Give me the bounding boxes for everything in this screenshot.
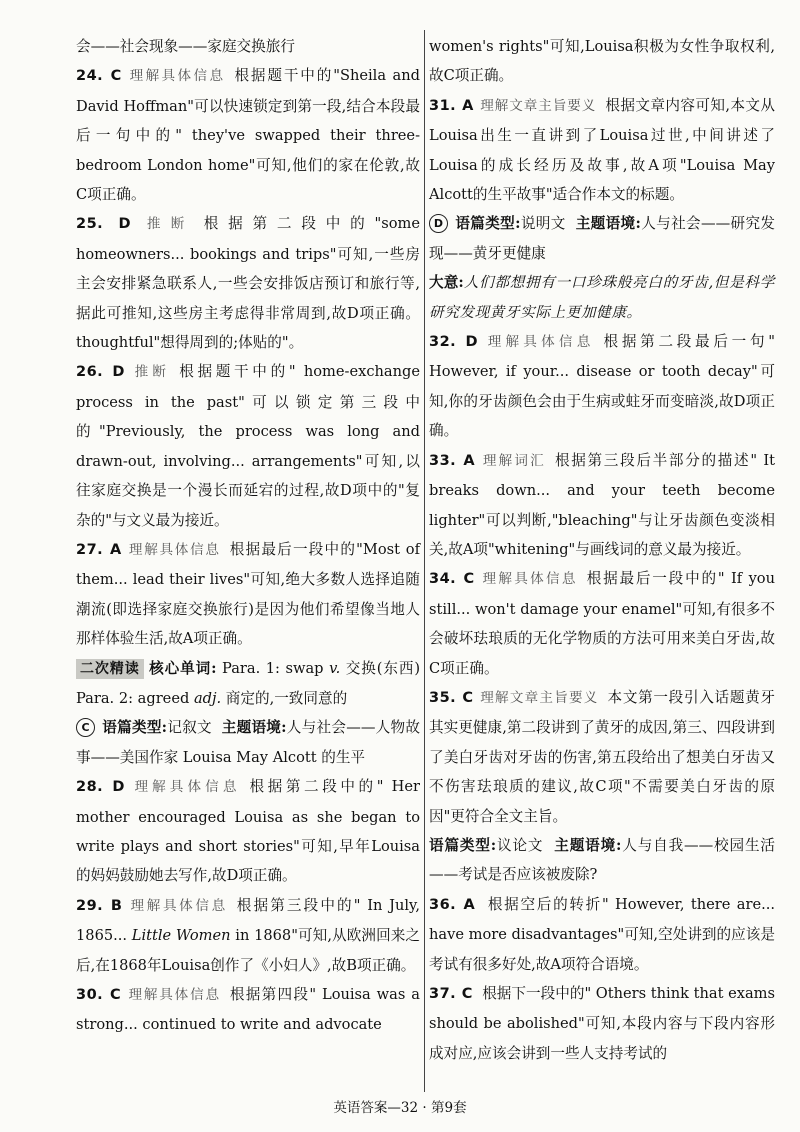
- passage-c-header: [76, 713, 420, 772]
- answer-29: [76, 891, 420, 980]
- explanation: 根据最后一段中的" If you still... won't damage your enamel"可知,有很多不会破坏珐琅质的无化学物质的方法可用来美白牙齿,故C项正确。: [429, 570, 775, 677]
- explanation: 本文第一段引入话题黄牙其实更健康,第二段讲到了黄牙的成因,第三、四段讲到了美白牙齿对牙齿的伤害,第五段给出了想美白牙齿又不伤害珐琅质的建议,故C项"不需要美白牙齿的原因"更符合全文主旨。: [429, 688, 775, 825]
- main-idea-label: 大意:: [429, 274, 464, 292]
- vocab-pos1: v.: [329, 659, 341, 677]
- explanation: 根据题干中的"Sheila and David Hoffman"可以快速锁定到第一段,结合本段最后一句中的" they've swapped their three-bedroom London home"可知,他们的家在伦敦,故C项正确。: [76, 67, 420, 204]
- theme-value: 人与社会——研究发现——黄牙更健康: [429, 215, 775, 262]
- question-number: 31. A: [429, 97, 474, 114]
- question-tag: 推断: [137, 216, 195, 233]
- explanation-part-b: in 1868"可知,从欧洲回来之后,在1868年Louisa创作了《小妇人》,故B项正确。: [76, 927, 420, 974]
- question-tag: 理解具体信息: [127, 541, 221, 558]
- question-number: 35. C: [429, 689, 474, 706]
- explanation: 根据第二段最后一句" However, if your... disease or tooth decay"可知,你的牙齿颜色会由于生病或蛀牙而变暗淡,故D项正确。: [429, 333, 775, 440]
- answer-28: [76, 772, 420, 891]
- explanation: 根据文章内容可知,本文从Louisa出生一直讲到了Louisa过世,中间讲述了Louisa的成长经历及故事,故A项"Louisa May Alcott的生平故事"适合作本文的标题。: [429, 96, 776, 204]
- answer-36: [429, 890, 775, 979]
- question-tag: 理解具体信息: [128, 897, 228, 914]
- column-divider: [424, 30, 425, 1092]
- passage-d-header: [429, 209, 775, 268]
- vocab-pos2: adj.: [193, 689, 222, 707]
- ercijd-label: 二次精读: [76, 659, 144, 679]
- vocab-def1: 交换(东西): [345, 659, 421, 677]
- vocab-para1: Para. 1: swap: [222, 659, 324, 677]
- question-tag: 理解词汇: [481, 452, 546, 469]
- question-tag: 理解具体信息: [130, 779, 241, 796]
- answer-37: [429, 979, 775, 1068]
- main-idea-text: 人们都想拥有一口珍珠般亮白的牙齿,但是科学研究发现黄牙实际上更加健康。: [429, 274, 775, 321]
- question-number: 27. A: [76, 541, 122, 558]
- question-number: 36. A: [429, 896, 476, 913]
- question-tag: 理解具体信息: [127, 68, 226, 85]
- explanation-part-a: 根据第三段中的" In July, 1865...: [76, 896, 420, 945]
- vocab-para2: Para. 2: agreed: [76, 689, 190, 707]
- theme-label: 主题语境:: [575, 215, 641, 233]
- question-number: 24. C: [76, 68, 122, 85]
- answer-25: [76, 209, 420, 357]
- theme-label: 主题语境:: [221, 719, 287, 737]
- question-tag: 理解具体信息: [483, 334, 595, 351]
- left-column: [76, 32, 420, 1040]
- theme-label: 主题语境:: [554, 836, 622, 854]
- question-tag: 理解具体信息: [480, 571, 578, 588]
- type-label: 语篇类型:: [102, 719, 168, 737]
- page-footer: 英语答案—32 · 第9套: [333, 1100, 467, 1116]
- explanation: 根据第四段" Louisa was a strong... continued to write and advocate: [76, 986, 421, 1034]
- vocab-def2: 商定的,一致同意的: [225, 689, 348, 707]
- right-column: [429, 32, 775, 1068]
- passage-letter-badge: C: [76, 718, 95, 737]
- answer-31: [429, 91, 775, 210]
- question-number: 30. C: [76, 987, 122, 1003]
- answer-32: [429, 327, 775, 446]
- question-tag: 理解文章主旨要义: [479, 97, 597, 114]
- type-label: 语篇类型:: [429, 836, 497, 854]
- question-number: 25. D: [76, 216, 132, 233]
- type-label: 语篇类型:: [455, 215, 521, 233]
- question-tag: 理解具体信息: [127, 987, 221, 1003]
- theme-value: 人与社会——人物故事——美国作家 Louisa May Alcott 的生平: [76, 719, 420, 766]
- core-vocab-head: 核心单词:: [149, 659, 217, 677]
- answer-30-tail: women's rights"可知,Louisa积极为女性争取权利,故C项正确。: [429, 38, 775, 85]
- answer-24: [76, 61, 420, 209]
- explanation: 根据最后一段中的"Most of them... lead their lives"可知,绝大多数人选择追随潮流(即选择家庭交换旅行)是因为他们希望像当地人那样体验生活,故A项正确。: [76, 540, 420, 648]
- answer-35: [429, 683, 775, 831]
- core-vocab: [76, 654, 420, 714]
- explanation: 根据第二段中的" Her mother encouraged Louisa as she began to write plays and short stories"可知,早年Louisa的妈妈鼓励她去写作,故D项正确。: [76, 778, 420, 885]
- question-number: 33. A: [429, 452, 476, 469]
- answer-34: [429, 564, 775, 683]
- book-title: Little Women: [131, 927, 231, 945]
- answer-27: [76, 535, 420, 654]
- type-value: 记叙文: [167, 719, 212, 737]
- main-idea: [429, 268, 775, 327]
- question-number: 28. D: [76, 779, 125, 796]
- intro-tail: 会——社会现象——家庭交换旅行: [76, 38, 295, 55]
- explanation: 根据第二段中的"some homeowners... bookings and trips"可知,一些房主会安排紧急联系人,一些会安排饭店预订和旅行等,据此可推知,这些房主考虑得非常周到,故D项正确。thoughtful"想得周到的;体贴的"。: [76, 215, 421, 352]
- explanation: 根据空后的转折" However, there are... have more disadvantages"可知,空处讲到的应该是考试有很多好处,故A项符合语境。: [429, 895, 775, 973]
- explanation: 根据下一段中的" Others think that exams should be abolished"可知,本段内容与下段内容形成对应,应该会讲到一些人支持考试的: [429, 985, 775, 1062]
- question-number: 37. C: [429, 986, 473, 1002]
- question-number: 32. D: [429, 334, 478, 351]
- question-number: 29. B: [76, 897, 123, 914]
- passage-letter-badge: D: [429, 214, 448, 233]
- explanation: 根据题干中的" home-exchange process in the past"可以锁定第三段中的"Previously, the process was long and drawn-out, involving... arrangements"可知,以往家庭交换是一个漫长而延宕的过程,故D项中的"复杂的"与文义最为接近。: [76, 363, 420, 529]
- answer-30: [76, 980, 420, 1040]
- question-tag: 理解文章主旨要义: [479, 689, 599, 706]
- question-number: 26. D: [76, 364, 125, 381]
- question-tag: 推断: [130, 364, 171, 381]
- answer-33: [429, 446, 775, 565]
- type-value: 说明文: [520, 215, 566, 233]
- explanation: 根据第三段后半部分的描述" It breaks down... and your teeth become lighter"可以判断,"bleaching"与让牙齿颜色变淡相关,故A项"whitening"与画线词的意义最为接近。: [429, 451, 776, 558]
- answer-26: [76, 357, 420, 534]
- theme-value: 人与自我——校园生活——考试是否应该被废除?: [429, 836, 775, 884]
- type-value: 议论文: [496, 836, 544, 854]
- question-number: 34. C: [429, 571, 475, 588]
- section-2-header: [429, 831, 775, 890]
